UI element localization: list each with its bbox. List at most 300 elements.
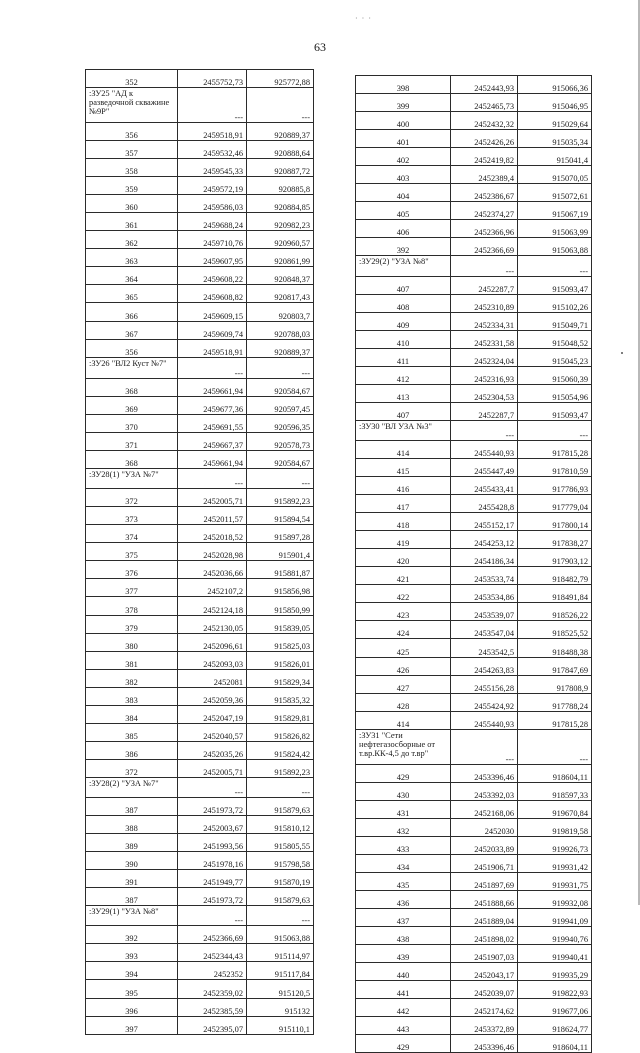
coordinate-x: 2459609,15 [178, 303, 247, 321]
coordinate-row [86, 433, 314, 451]
coordinate-x: 2459518,91 [178, 339, 247, 357]
coordinate-y: 919940,76 [518, 927, 592, 945]
coordinate-x: 2452395,07 [178, 1016, 247, 1034]
coordinate-x: --- [178, 906, 247, 926]
coordinate-row [86, 741, 314, 759]
point-number: 356 [86, 122, 178, 140]
coordinate-y: 920597,45 [247, 396, 314, 414]
point-number: 401 [356, 130, 451, 148]
coordinate-x: 2455447,49 [451, 458, 518, 476]
point-number: 436 [356, 890, 451, 908]
coordinate-x: 2452389,4 [451, 166, 518, 184]
coordinate-x: 2451978,16 [178, 852, 247, 870]
coordinate-y: 920885,8 [247, 177, 314, 195]
coordinate-y: 915856,98 [247, 579, 314, 597]
coordinate-row [356, 330, 592, 348]
coordinate-row [86, 507, 314, 525]
coordinate-x: 2455440,93 [451, 711, 518, 729]
coordinate-row [356, 1017, 592, 1035]
coordinate-row [356, 112, 592, 130]
point-number: 365 [86, 285, 178, 303]
point-number: 385 [86, 723, 178, 741]
coordinate-x: 2452331,58 [451, 330, 518, 348]
coordinate-y: 920889,37 [247, 122, 314, 140]
coordinate-row [86, 213, 314, 231]
point-number: 383 [86, 687, 178, 705]
point-number: 368 [86, 378, 178, 396]
coordinate-row [356, 184, 592, 202]
coordinate-row [356, 202, 592, 220]
coordinate-y: 915879,63 [247, 888, 314, 906]
coordinate-row [356, 166, 592, 184]
coordinate-y: 915063,99 [518, 220, 592, 238]
coordinate-x: 2452324,04 [451, 348, 518, 366]
point-number: 424 [356, 621, 451, 639]
coordinate-y: 915892,23 [247, 759, 314, 777]
coordinate-row [356, 402, 592, 420]
page-number: 63 [314, 40, 326, 54]
point-number: 442 [356, 999, 451, 1017]
coordinate-x: 2452386,67 [451, 184, 518, 202]
coordinate-x: 2452374,27 [451, 202, 518, 220]
point-number: 410 [356, 330, 451, 348]
point-number: 394 [86, 962, 178, 980]
coordinate-row [86, 926, 314, 944]
parcel-label: :ЗУ26 "ВЛ2 Куст №7" [86, 357, 178, 378]
section-header-row [86, 88, 314, 123]
coordinate-y: 915072,61 [518, 184, 592, 202]
coordinate-y: 918525,52 [518, 621, 592, 639]
coordinate-x: 2459608,22 [178, 267, 247, 285]
coordinate-row [356, 384, 592, 402]
point-number: 415 [356, 458, 451, 476]
coordinate-x: 2453547,04 [451, 621, 518, 639]
coordinate-x: 2459545,33 [178, 159, 247, 177]
point-number: 441 [356, 981, 451, 999]
coordinate-y: 920788,03 [247, 321, 314, 339]
coordinate-y: 920596,35 [247, 415, 314, 433]
coordinate-x: 2452005,71 [178, 489, 247, 507]
coordinate-x: 2454253,12 [451, 531, 518, 549]
coordinate-y: 915892,23 [247, 489, 314, 507]
coordinate-y: 917810,59 [518, 458, 592, 476]
coordinate-x: 2459609,74 [178, 321, 247, 339]
coordinate-row [86, 687, 314, 705]
section-header-row [356, 420, 592, 440]
coordinate-x: 2452036,66 [178, 561, 247, 579]
coordinate-x: 2451888,66 [451, 890, 518, 908]
coordinate-row [356, 549, 592, 567]
point-number: 404 [356, 184, 451, 202]
coordinate-x: 2452465,73 [451, 94, 518, 112]
coordinate-y: 915114,97 [247, 944, 314, 962]
coordinate-y: 915829,34 [247, 669, 314, 687]
point-number: 402 [356, 148, 451, 166]
point-number: 431 [356, 800, 451, 818]
coordinate-x: 2452310,89 [451, 294, 518, 312]
coordinate-x: 2452426,26 [451, 130, 518, 148]
coordinate-x: 2452040,57 [178, 723, 247, 741]
coordinate-row [356, 675, 592, 693]
section-header-row [356, 729, 592, 764]
coordinate-row [356, 495, 592, 513]
coordinate-x: 2452287,7 [451, 402, 518, 420]
coordinate-row [86, 70, 314, 88]
coordinate-y: 919670,84 [518, 800, 592, 818]
coordinate-x: 2459518,91 [178, 122, 247, 140]
coordinate-row [86, 285, 314, 303]
coordinate-y: 915901,4 [247, 543, 314, 561]
coordinate-x: 2453534,86 [451, 585, 518, 603]
point-number: 407 [356, 276, 451, 294]
coordinate-x: 2452124,18 [178, 597, 247, 615]
coordinate-row [356, 963, 592, 981]
coordinate-y: 919931,42 [518, 854, 592, 872]
coordinate-y: 915063,88 [518, 238, 592, 256]
coordinate-y: 918604,11 [518, 1035, 592, 1053]
coordinate-x: --- [451, 420, 518, 440]
point-number: 423 [356, 603, 451, 621]
point-number: 435 [356, 872, 451, 890]
coordinate-y: 915894,54 [247, 507, 314, 525]
point-number: 359 [86, 177, 178, 195]
coordinate-x: 2453396,46 [451, 764, 518, 782]
point-number: 372 [86, 489, 178, 507]
coordinate-x: 2451897,69 [451, 872, 518, 890]
coordinate-y: 915835,32 [247, 687, 314, 705]
point-number: 390 [86, 852, 178, 870]
coordinate-y: 919932,08 [518, 890, 592, 908]
point-number: 416 [356, 477, 451, 495]
point-number: 427 [356, 675, 451, 693]
point-number: 380 [86, 633, 178, 651]
coordinate-y: 917788,24 [518, 693, 592, 711]
coordinate-x: 2451949,77 [178, 870, 247, 888]
point-number: 406 [356, 220, 451, 238]
point-number: 360 [86, 195, 178, 213]
coordinate-x: 2452359,02 [178, 980, 247, 998]
point-number: 364 [86, 267, 178, 285]
coordinate-row [86, 249, 314, 267]
coordinate-row [86, 759, 314, 777]
coordinate-row [356, 477, 592, 495]
coordinate-row [86, 378, 314, 396]
point-number: 372 [86, 759, 178, 777]
coordinate-row [86, 888, 314, 906]
coordinate-row [86, 579, 314, 597]
coordinate-y: 920888,64 [247, 141, 314, 159]
parcel-label: :ЗУ28(2) "УЗА №7" [86, 777, 178, 797]
point-number: 428 [356, 693, 451, 711]
coordinate-y: 917815,28 [518, 711, 592, 729]
coordinate-y: 920803,7 [247, 303, 314, 321]
point-number: 375 [86, 543, 178, 561]
coordinate-row [86, 633, 314, 651]
coordinate-row [86, 561, 314, 579]
coordinate-y: 915826,01 [247, 651, 314, 669]
coordinate-y: 919677,06 [518, 999, 592, 1017]
coordinate-x: 2459710,76 [178, 231, 247, 249]
coordinate-x: 2452304,53 [451, 384, 518, 402]
coordinate-x: 2452107,2 [178, 579, 247, 597]
point-number: 396 [86, 998, 178, 1016]
coordinate-y: --- [518, 420, 592, 440]
parcel-label: :ЗУ30 "ВЛ УЗА №3" [356, 420, 451, 440]
coordinate-row [86, 525, 314, 543]
scan-noise: · · · [355, 14, 372, 23]
section-header-row [356, 256, 592, 276]
point-number: 438 [356, 927, 451, 945]
coordinates-table-left [85, 69, 314, 1035]
coordinate-y: 919926,73 [518, 836, 592, 854]
coordinate-row [86, 543, 314, 561]
coordinate-row [356, 782, 592, 800]
point-number: 422 [356, 585, 451, 603]
coordinate-y: 919931,75 [518, 872, 592, 890]
coordinate-x: 2451906,71 [451, 854, 518, 872]
point-number: 367 [86, 321, 178, 339]
coordinate-row [356, 764, 592, 782]
coordinate-x: 2454263,83 [451, 657, 518, 675]
coordinate-y: --- [518, 256, 592, 276]
point-number: 407 [356, 402, 451, 420]
coordinate-x: 2459661,94 [178, 378, 247, 396]
parcel-label: :ЗУ31 "Сети нефтегазосборные от т.вр.КК-4,5 до т.вр" [356, 729, 451, 764]
coordinate-y: --- [247, 777, 314, 797]
coordinate-x: 2452287,7 [451, 276, 518, 294]
point-number: 392 [356, 238, 451, 256]
point-number: 411 [356, 348, 451, 366]
coordinate-row [356, 693, 592, 711]
coordinate-x: 2459677,36 [178, 396, 247, 414]
coordinate-row [86, 303, 314, 321]
coordinate-y: 917815,28 [518, 440, 592, 458]
coordinate-row [86, 651, 314, 669]
coordinate-y: 917808,9 [518, 675, 592, 693]
coordinate-row [86, 816, 314, 834]
coordinate-row [86, 870, 314, 888]
coordinate-x: 2452005,71 [178, 759, 247, 777]
coordinate-row [356, 800, 592, 818]
coordinate-x: 2452174,62 [451, 999, 518, 1017]
coordinate-x: 2452352 [178, 962, 247, 980]
coordinate-row [86, 415, 314, 433]
coordinate-y: 917779,04 [518, 495, 592, 513]
coordinate-x: 2453539,07 [451, 603, 518, 621]
coordinate-x: 2455440,93 [451, 440, 518, 458]
coordinate-y: 918597,33 [518, 782, 592, 800]
coordinate-y: 915805,55 [247, 834, 314, 852]
parcel-label: :ЗУ29(1) "УЗА №8" [86, 906, 178, 926]
point-number: 384 [86, 705, 178, 723]
coordinate-x: --- [178, 469, 247, 489]
coordinate-x: 2459688,24 [178, 213, 247, 231]
coordinate-y: 915110,1 [247, 1016, 314, 1034]
coordinate-x: 2451889,04 [451, 909, 518, 927]
coordinate-y: 915829,81 [247, 705, 314, 723]
coordinate-y: 915049,71 [518, 312, 592, 330]
point-number: 429 [356, 764, 451, 782]
coordinate-row [356, 711, 592, 729]
coordinate-y: 919940,41 [518, 945, 592, 963]
coordinate-y: --- [247, 88, 314, 123]
coordinate-x: 2455433,41 [451, 477, 518, 495]
coordinate-row [86, 852, 314, 870]
point-number: 370 [86, 415, 178, 433]
coordinate-x: 2459661,94 [178, 451, 247, 469]
coordinate-y: 915870,19 [247, 870, 314, 888]
parcel-label: :ЗУ28(1) "УЗА №7" [86, 469, 178, 489]
point-number: 393 [86, 944, 178, 962]
coordinate-row [86, 451, 314, 469]
coordinate-y: 920960,57 [247, 231, 314, 249]
coordinate-row [356, 621, 592, 639]
coordinate-y: 915045,23 [518, 348, 592, 366]
coordinate-y: 917786,93 [518, 477, 592, 495]
coordinate-x: --- [451, 256, 518, 276]
point-number: 369 [86, 396, 178, 414]
coordinate-row [356, 458, 592, 476]
coordinate-row [86, 122, 314, 140]
coordinate-y: 917847,69 [518, 657, 592, 675]
coordinate-row [356, 836, 592, 854]
coordinate-y: 915881,87 [247, 561, 314, 579]
coordinate-y: 915093,47 [518, 276, 592, 294]
coordinate-y: --- [518, 729, 592, 764]
coordinate-x: 2452011,57 [178, 507, 247, 525]
coordinate-y: 919935,29 [518, 963, 592, 981]
coordinate-row [86, 998, 314, 1016]
coordinate-x: 2453372,89 [451, 1017, 518, 1035]
coordinate-y: 915824,42 [247, 741, 314, 759]
parcel-label: :ЗУ29(2) "УЗА №8" [356, 256, 451, 276]
coordinate-x: 2452334,31 [451, 312, 518, 330]
coordinate-row [356, 294, 592, 312]
coordinate-row [356, 585, 592, 603]
scan-speck [621, 352, 623, 354]
coordinate-y: 915035,34 [518, 130, 592, 148]
coordinate-y: 915029,64 [518, 112, 592, 130]
coordinate-x: 2452093,03 [178, 651, 247, 669]
coordinate-x: 2452419,82 [451, 148, 518, 166]
coordinate-row [356, 945, 592, 963]
coordinate-row [86, 723, 314, 741]
coordinate-y: 915063,88 [247, 926, 314, 944]
coordinate-x: 2452081 [178, 669, 247, 687]
point-number: 361 [86, 213, 178, 231]
coordinate-y: 925772,88 [247, 70, 314, 88]
coordinate-y: 918482,79 [518, 567, 592, 585]
coordinate-row [356, 603, 592, 621]
coordinate-row [356, 531, 592, 549]
coordinate-x: 2453533,74 [451, 567, 518, 585]
coordinate-row [356, 981, 592, 999]
point-number: 429 [356, 1035, 451, 1053]
coordinate-y: 915839,05 [247, 615, 314, 633]
coordinate-row [356, 276, 592, 294]
coordinate-row [86, 615, 314, 633]
coordinate-x: 2455424,92 [451, 693, 518, 711]
coordinate-y: 915046,95 [518, 94, 592, 112]
coordinate-y: 917800,14 [518, 513, 592, 531]
coordinate-row [86, 944, 314, 962]
coordinate-x: 2451907,03 [451, 945, 518, 963]
coordinate-x: 2459532,46 [178, 141, 247, 159]
coordinate-x: 2459572,19 [178, 177, 247, 195]
coordinate-row [86, 339, 314, 357]
coordinate-row [356, 348, 592, 366]
coordinate-row [356, 440, 592, 458]
point-number: 417 [356, 495, 451, 513]
coordinate-row [356, 148, 592, 166]
coordinate-row [86, 159, 314, 177]
coordinate-y: 915060,39 [518, 366, 592, 384]
coordinate-row [356, 567, 592, 585]
point-number: 381 [86, 651, 178, 669]
point-number: 362 [86, 231, 178, 249]
coordinate-y: 915041,4 [518, 148, 592, 166]
coordinate-row [356, 909, 592, 927]
point-number: 426 [356, 657, 451, 675]
coordinate-x: --- [178, 777, 247, 797]
coordinate-x: 2459667,37 [178, 433, 247, 451]
coordinate-y: 920584,67 [247, 378, 314, 396]
point-number: 371 [86, 433, 178, 451]
point-number: 398 [356, 76, 451, 94]
point-number: 439 [356, 945, 451, 963]
coordinate-x: 2452366,69 [451, 238, 518, 256]
coordinate-row [86, 489, 314, 507]
coordinate-y: 915850,99 [247, 597, 314, 615]
coordinate-row [356, 220, 592, 238]
coordinate-x: 2452033,89 [451, 836, 518, 854]
coordinate-row [86, 705, 314, 723]
coordinate-row [86, 267, 314, 285]
coordinate-y: --- [247, 357, 314, 378]
coordinate-row [86, 669, 314, 687]
coordinate-x: 2451898,02 [451, 927, 518, 945]
coordinate-x: --- [178, 357, 247, 378]
point-number: 413 [356, 384, 451, 402]
point-number: 414 [356, 440, 451, 458]
point-number: 443 [356, 1017, 451, 1035]
coordinate-row [356, 130, 592, 148]
coordinate-x: 2452028,98 [178, 543, 247, 561]
coordinate-y: 920817,43 [247, 285, 314, 303]
point-number: 425 [356, 639, 451, 657]
coordinate-y: 915102,26 [518, 294, 592, 312]
coordinate-row [356, 513, 592, 531]
coordinate-x: 2455428,8 [451, 495, 518, 513]
point-number: 409 [356, 312, 451, 330]
coordinate-y: 920861,99 [247, 249, 314, 267]
section-header-row [86, 906, 314, 926]
coordinate-x: 2452432,32 [451, 112, 518, 130]
coordinate-row [356, 312, 592, 330]
coordinate-y: 915897,28 [247, 525, 314, 543]
point-number: 421 [356, 567, 451, 585]
section-header-row [86, 357, 314, 378]
point-number: 376 [86, 561, 178, 579]
coordinate-row [86, 231, 314, 249]
coordinate-x: 2454186,34 [451, 549, 518, 567]
coordinate-x: 2452366,96 [451, 220, 518, 238]
section-header-row [86, 777, 314, 797]
point-number: 377 [86, 579, 178, 597]
coordinate-row [356, 1035, 592, 1053]
coordinate-y: 920584,67 [247, 451, 314, 469]
coordinate-row [356, 657, 592, 675]
